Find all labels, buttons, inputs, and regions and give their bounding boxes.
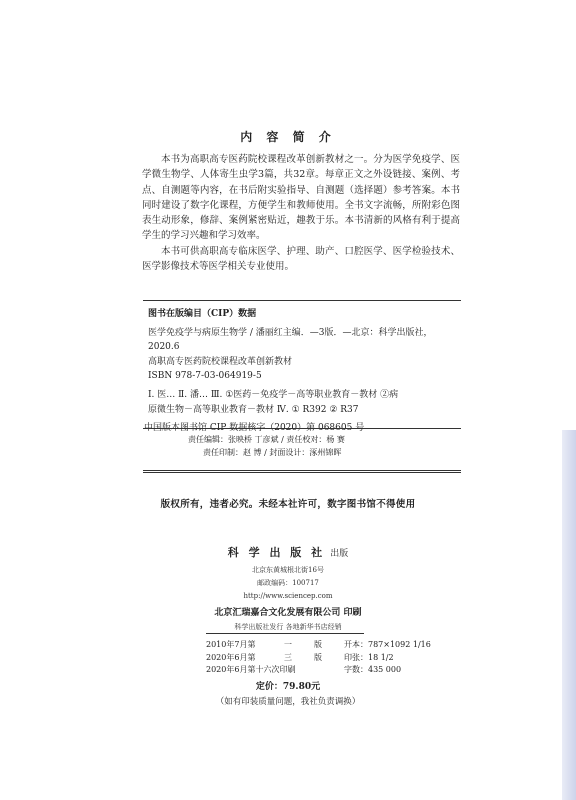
staff-line-2: 责任印制：赵 博 / 封面设计：涿州锦晖 (203, 448, 342, 457)
edition-specs (206, 639, 431, 677)
cip-line-2: 2020.6 (148, 342, 180, 353)
publisher-url[interactable]: http://www.sciencep.com (243, 592, 333, 600)
intro-paragraph-1: 本书为高职高专医药院校课程改革创新教材之一。分为医学免疫学、医学微生物学、人体寄生虫学3篇，共32章。每章正文之外设链接、案例、考点、自测题等内容，在书后附实验指导、自测题（选择题）参考答案。本书同时建设了数字化课程，方便学生和教师使用。全书文字流畅，所附彩色图表生动形象，修辞、案例紧密贴近，趣教于乐。本书清新的风格有利于提高学生的学习兴趣和学习效率。 (142, 154, 460, 242)
publisher-block (0, 541, 576, 634)
specs-row: 2020年6月第 三 版 印张：18 1/2 (206, 652, 394, 662)
cip-number: 中国版本图书馆 CIP 数据核字（2020）第 068605 号 (144, 423, 365, 434)
cip-line-5: Ⅰ. 医… Ⅱ. 潘… Ⅲ. ①医药－免疫学－高等职业教育－教材 ②病 (148, 389, 399, 400)
specs-row: 2020年6月第十六次印刷 字数：435 000 (206, 665, 402, 675)
publisher-suffix: 出版 (330, 549, 349, 559)
publisher-address: 北京东黄城根北街16号 (252, 566, 324, 574)
cip-block (144, 307, 463, 436)
cip-top-rule (143, 300, 461, 301)
specs-rule (206, 633, 364, 634)
staff-line-1: 责任编辑：张映桥 丁彦斌 / 责任校对：杨 赛 (188, 435, 345, 444)
intro-text (142, 152, 460, 274)
intro-paragraph-2: 本书可供高职高专临床医学、护理、助产、口腔医学、医学检验技术、医学影像技术等医学相关专业使用。 (142, 245, 460, 273)
cip-line-1: 医学免疫学与病原生物学 / 潘丽红主编．—3版．—北京：科学出版社， (148, 327, 433, 338)
rights-notice: 版权所有，违者必究。未经本社许可，数字图书馆不得使用 (160, 499, 416, 510)
printer-line: 北京汇瑞嘉合文化发展有限公司 印刷 (214, 608, 362, 618)
publisher-name: 科 学 出 版 社 (227, 546, 326, 559)
cip-bottom-rule (143, 428, 461, 429)
specs-row: 2010年7月第 一 版 开本：787×1092 1/16 (206, 640, 431, 649)
cip-line-3: 高职高专医药院校课程改革创新教材 (148, 356, 293, 367)
cip-isbn: ISBN 978-7-03-064919-5 (148, 371, 262, 382)
cip-line-6: 原微生物－高等职业教育－教材 Ⅳ. ① R392 ② R37 (148, 404, 359, 415)
quality-notice: （如有印装质量问题，我社负责调换） (215, 697, 361, 707)
distribution-line: 科学出版社发行 各地新华书店经销 (234, 623, 342, 631)
staff-double-rule (143, 470, 461, 473)
intro-title: 内 容 简 介 (240, 130, 336, 144)
publisher-postcode: 邮政编码：100717 (257, 579, 319, 587)
price: 定价：79.80元 (255, 682, 321, 692)
cip-heading: 图书在版编目（CIP）数据 (148, 309, 257, 319)
